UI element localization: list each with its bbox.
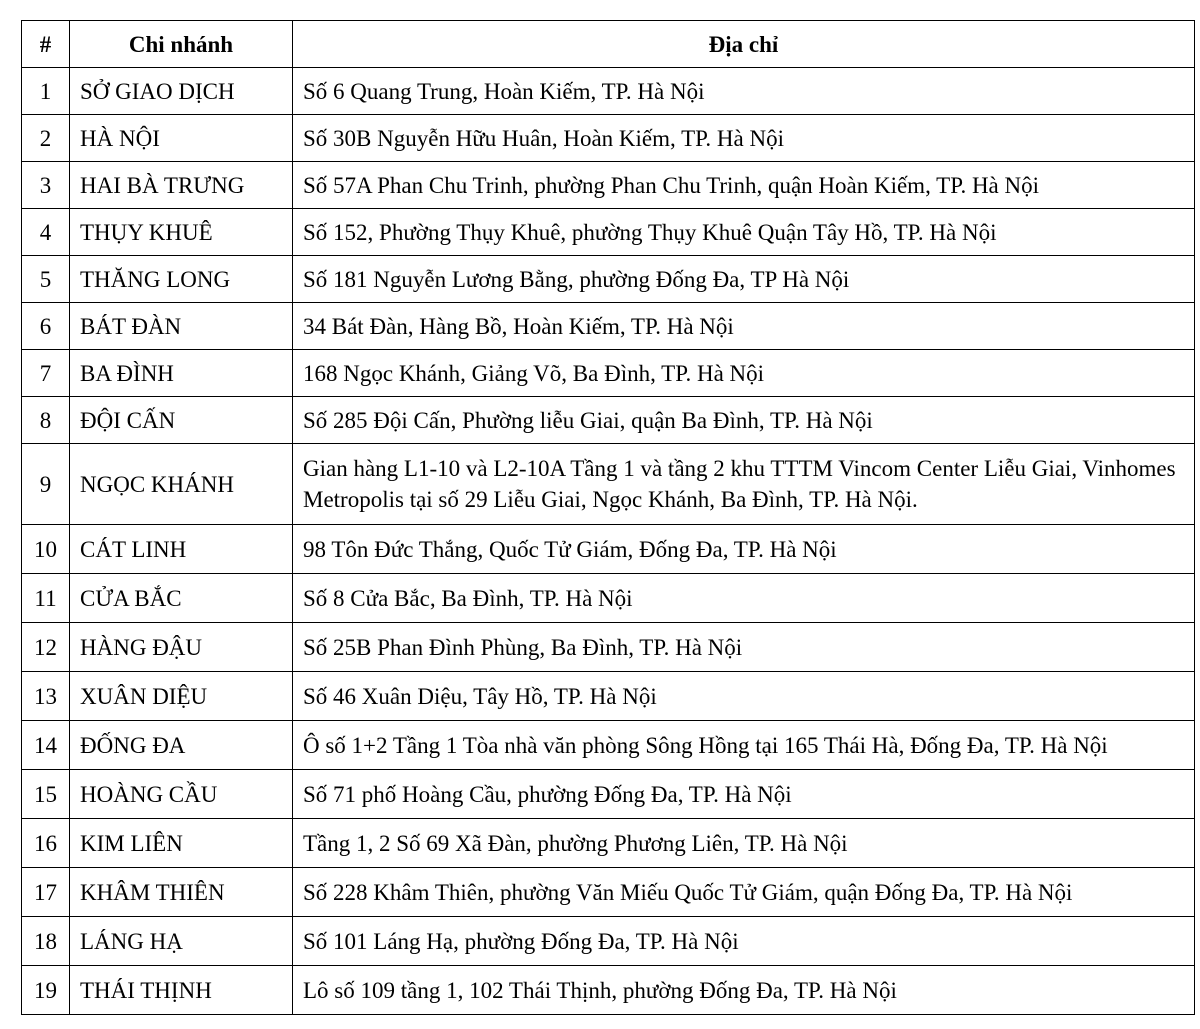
table-header-row	[22, 21, 1195, 68]
header-number: #	[22, 21, 70, 68]
table-row	[22, 672, 1195, 721]
table-row	[22, 350, 1195, 397]
row-number: 6	[22, 303, 70, 350]
table-row	[22, 819, 1195, 868]
row-branch: XUÂN DIỆU	[70, 672, 293, 721]
table-row	[22, 966, 1195, 1015]
row-number: 3	[22, 162, 70, 209]
row-branch: NGỌC KHÁNH	[70, 444, 293, 525]
table-row	[22, 868, 1195, 917]
row-address: 34 Bát Đàn, Hàng Bồ, Hoàn Kiếm, TP. Hà Nội	[293, 303, 1195, 350]
table-row	[22, 68, 1195, 115]
row-address: 98 Tôn Đức Thắng, Quốc Tử Giám, Đống Đa, TP. Hà Nội	[293, 525, 1195, 574]
row-branch: HÀNG ĐẬU	[70, 623, 293, 672]
row-address: Ô số 1+2 Tầng 1 Tòa nhà văn phòng Sông Hồng tại 165 Thái Hà, Đống Đa, TP. Hà Nội	[293, 721, 1195, 770]
row-address: Số 57A Phan Chu Trinh, phường Phan Chu Trinh, quận Hoàn Kiếm, TP. Hà Nội	[293, 162, 1195, 209]
row-address: Số 6 Quang Trung, Hoàn Kiếm, TP. Hà Nội	[293, 68, 1195, 115]
table-row	[22, 115, 1195, 162]
table-row	[22, 917, 1195, 966]
row-branch: BA ĐÌNH	[70, 350, 293, 397]
row-address: 168 Ngọc Khánh, Giảng Võ, Ba Đình, TP. Hà Nội	[293, 350, 1195, 397]
row-address: Tầng 1, 2 Số 69 Xã Đàn, phường Phương Liên, TP. Hà Nội	[293, 819, 1195, 868]
row-address: Số 25B Phan Đình Phùng, Ba Đình, TP. Hà Nội	[293, 623, 1195, 672]
row-number: 14	[22, 721, 70, 770]
row-branch: HÀ NỘI	[70, 115, 293, 162]
row-branch: THỤY KHUÊ	[70, 209, 293, 256]
table-row	[22, 256, 1195, 303]
row-address: Gian hàng L1-10 và L2-10A Tầng 1 và tầng 2 khu TTTM Vincom Center Liễu Giai, Vinhomes Metropolis tại số 29 Liễu Giai, Ngọc Khánh, Ba Đình, TP. Hà Nội.	[293, 444, 1195, 525]
row-branch: HAI BÀ TRƯNG	[70, 162, 293, 209]
table-row	[22, 303, 1195, 350]
row-address: Số 152, Phường Thụy Khuê, phường Thụy Khuê Quận Tây Hồ, TP. Hà Nội	[293, 209, 1195, 256]
table-row	[22, 444, 1195, 525]
row-number: 1	[22, 68, 70, 115]
table-row	[22, 623, 1195, 672]
row-number: 13	[22, 672, 70, 721]
row-address: Số 101 Láng Hạ, phường Đống Đa, TP. Hà Nội	[293, 917, 1195, 966]
table-row	[22, 525, 1195, 574]
row-number: 12	[22, 623, 70, 672]
table-row	[22, 397, 1195, 444]
table-row	[22, 721, 1195, 770]
row-number: 19	[22, 966, 70, 1015]
row-branch: ĐỘI CẤN	[70, 397, 293, 444]
row-number: 16	[22, 819, 70, 868]
row-number: 8	[22, 397, 70, 444]
row-address: Số 285 Đội Cấn, Phường liễu Giai, quận Ba Đình, TP. Hà Nội	[293, 397, 1195, 444]
row-number: 18	[22, 917, 70, 966]
row-branch: CÁT LINH	[70, 525, 293, 574]
row-number: 10	[22, 525, 70, 574]
row-number: 7	[22, 350, 70, 397]
row-address: Lô số 109 tầng 1, 102 Thái Thịnh, phường Đống Đa, TP. Hà Nội	[293, 966, 1195, 1015]
row-address: Số 228 Khâm Thiên, phường Văn Miếu Quốc Tử Giám, quận Đống Đa, TP. Hà Nội	[293, 868, 1195, 917]
row-address: Số 181 Nguyễn Lương Bằng, phường Đống Đa, TP Hà Nội	[293, 256, 1195, 303]
row-branch: CỬA BẮC	[70, 574, 293, 623]
row-branch: ĐỐNG ĐA	[70, 721, 293, 770]
header-address: Địa chỉ	[293, 21, 1195, 68]
header-branch: Chi nhánh	[70, 21, 293, 68]
row-address: Số 8 Cửa Bắc, Ba Đình, TP. Hà Nội	[293, 574, 1195, 623]
row-number: 2	[22, 115, 70, 162]
row-number: 9	[22, 444, 70, 525]
table-row	[22, 162, 1195, 209]
row-number: 4	[22, 209, 70, 256]
row-branch: THĂNG LONG	[70, 256, 293, 303]
row-branch: LÁNG HẠ	[70, 917, 293, 966]
row-branch: KIM LIÊN	[70, 819, 293, 868]
row-number: 5	[22, 256, 70, 303]
row-branch: THÁI THỊNH	[70, 966, 293, 1015]
row-branch: HOÀNG CẦU	[70, 770, 293, 819]
row-branch: SỞ GIAO DỊCH	[70, 68, 293, 115]
row-number: 17	[22, 868, 70, 917]
row-address: Số 30B Nguyễn Hữu Huân, Hoàn Kiếm, TP. Hà Nội	[293, 115, 1195, 162]
row-branch: BÁT ĐÀN	[70, 303, 293, 350]
row-number: 15	[22, 770, 70, 819]
table-row	[22, 770, 1195, 819]
branch-table	[21, 20, 1195, 1015]
row-branch: KHÂM THIÊN	[70, 868, 293, 917]
row-address: Số 71 phố Hoàng Cầu, phường Đống Đa, TP. Hà Nội	[293, 770, 1195, 819]
table-row	[22, 209, 1195, 256]
row-address: Số 46 Xuân Diệu, Tây Hồ, TP. Hà Nội	[293, 672, 1195, 721]
table-row	[22, 574, 1195, 623]
row-number: 11	[22, 574, 70, 623]
